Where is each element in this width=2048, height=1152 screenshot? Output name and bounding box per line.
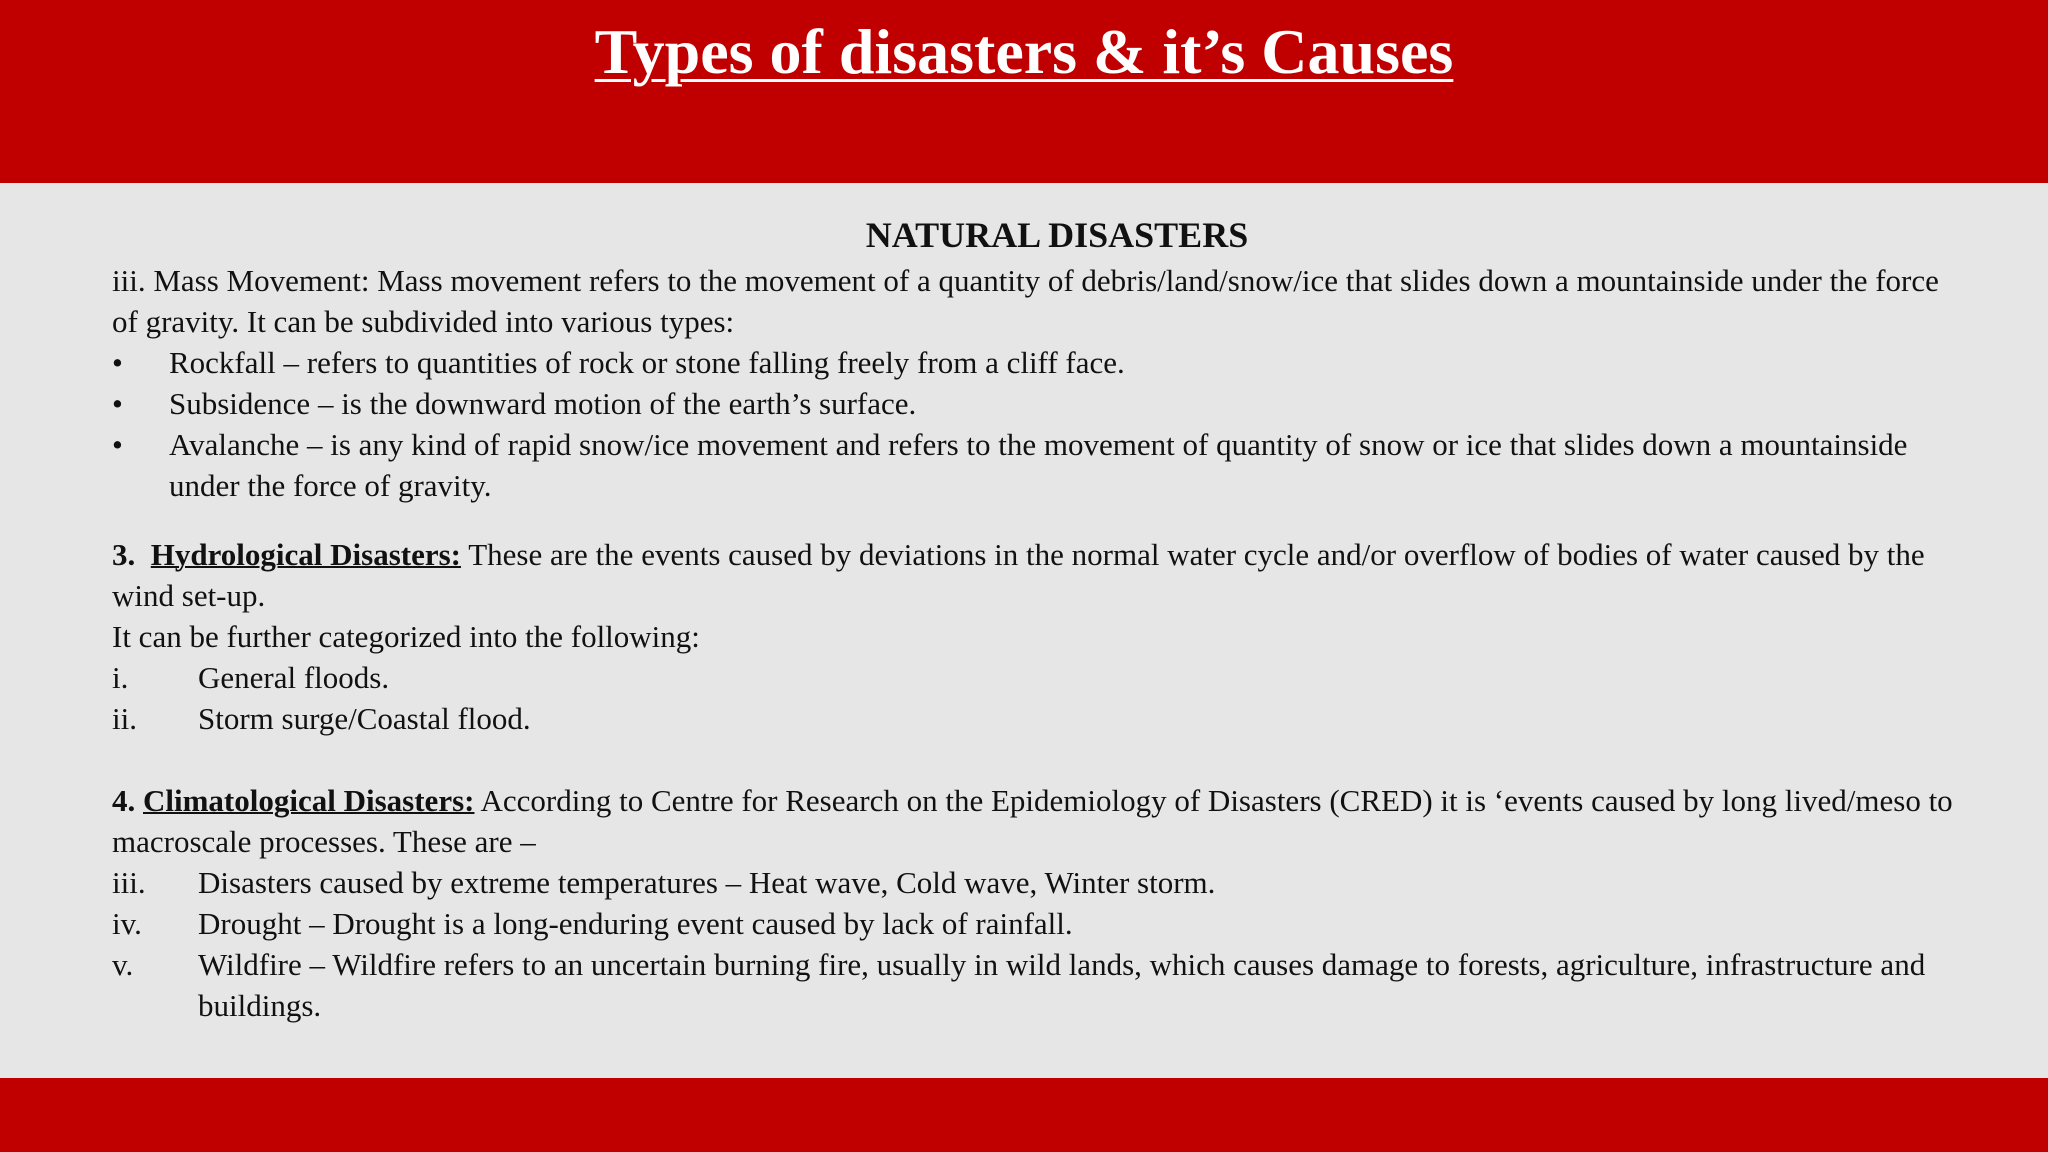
list-marker: i. (112, 660, 129, 695)
mass-movement-intro: iii. Mass Movement: Mass movement refers to the movement of a quantity of debris/land/snow/ice that slides down a mountainside under the force of gravity. It can be subdivided into various types: (112, 263, 1939, 339)
bullet-icon: • (112, 386, 123, 421)
climatological-term: Climatological Disasters: (143, 783, 475, 818)
list-item-text: Wildfire – Wildfire refers to an uncertain burning fire, usually in wild lands, which causes damage to forests, agriculture, infrastructure and buildings. (198, 947, 1926, 1023)
list-marker: iii. (112, 865, 146, 900)
list-marker: v. (112, 947, 134, 982)
bullet-icon: • (112, 345, 123, 380)
bullet-icon: • (112, 427, 123, 462)
mass-movement-bullets (112, 342, 1962, 506)
list-item-text: Disasters caused by extreme temperatures – Heat wave, Cold wave, Winter storm. (198, 865, 1216, 900)
list-item (112, 944, 1962, 1026)
climatological-description: According to Centre for Research on the Epidemiology of Disasters (CRED) it is ‘events caused by long lived/meso to macroscale processes. These are – (112, 783, 1953, 859)
slide-title: Types of disasters & it’s Causes (594, 16, 1454, 87)
list-item (112, 903, 1962, 944)
list-item-text: General floods. (198, 660, 390, 695)
climatological-paragraph (112, 780, 1962, 862)
list-item-text: Storm surge/Coastal flood. (198, 701, 531, 736)
list-item (112, 342, 1962, 383)
list-item-text: Subsidence – is the downward motion of the earth’s surface. (169, 386, 917, 421)
list-item (112, 657, 1962, 698)
list-item (112, 383, 1962, 424)
hydrological-description: These are the events caused by deviations in the normal water cycle and/or overflow of bodies of water caused by the wind set-up. (112, 537, 1925, 613)
list-item (112, 424, 1962, 506)
hydrological-term: Hydrological Disasters: (150, 537, 462, 572)
hydrological-subintro: It can be further categorized into the following: (112, 619, 700, 654)
climatological-list (112, 862, 1962, 1026)
list-marker: ii. (112, 701, 137, 736)
spacer (112, 506, 1962, 534)
list-item (112, 862, 1962, 903)
list-item-text: Avalanche – is any kind of rapid snow/ice movement and refers to the movement of quantity of snow or ice that slides down a mountainside under the force of gravity. (169, 427, 1908, 503)
list-item-text: Drought – Drought is a long-enduring event caused by lack of rainfall. (198, 906, 1073, 941)
section-heading: NATURAL DISASTERS (865, 215, 1249, 255)
hydrological-paragraph (112, 534, 1962, 616)
hydrological-number: 3. (112, 537, 136, 572)
hydrological-list (112, 657, 1962, 739)
slide-content (112, 210, 1962, 1026)
list-marker: iv. (112, 906, 142, 941)
climatological-number: 4. (112, 783, 136, 818)
list-item (112, 698, 1962, 739)
footer-band (0, 1078, 2048, 1152)
list-item-text: Rockfall – refers to quantities of rock or stone falling freely from a cliff face. (169, 345, 1125, 380)
spacer (112, 739, 1962, 780)
